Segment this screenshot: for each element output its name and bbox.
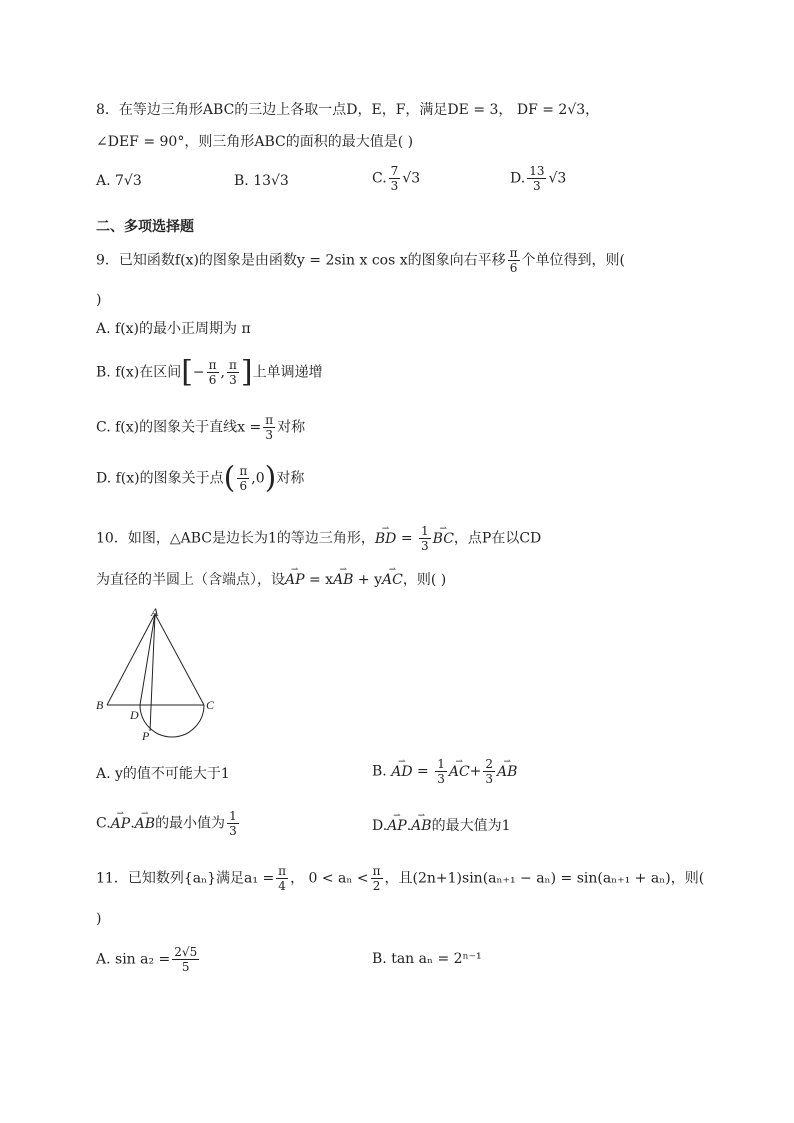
left-paren: (: [223, 460, 236, 496]
label-c: C: [206, 698, 215, 712]
q11-a-prefix: A. sin a₂ =: [96, 951, 171, 968]
q11-option-a: [96, 945, 201, 974]
q10-vec-bd: ⇀ BD: [375, 530, 397, 548]
q10-vec-ab: ⇀ AB: [333, 571, 353, 589]
q10-c-fraction: [227, 809, 239, 838]
q10-c-num: 1: [229, 809, 237, 823]
q9-b-f1-num: π: [208, 358, 217, 372]
q10-d-ab: ⇀ AB: [411, 817, 431, 835]
q9-stem-den: 6: [509, 261, 518, 275]
q8-stem-line2: ∠DEF = 90°，则三角形ABC的面积的最大值是( ): [96, 134, 414, 150]
q10-b-f1-den: 3: [437, 772, 445, 786]
q10-stem-c: 为直径的半圆上（含端点），设: [96, 572, 285, 588]
q11-a-den: 5: [181, 960, 190, 974]
q10-b-ab: ⇀ AB: [497, 763, 517, 781]
q10-stem-fraction: [419, 524, 431, 553]
q8-option-a: A. 7√3: [96, 173, 142, 189]
label-b: B: [96, 698, 104, 712]
q10-stem-d: ，则( ): [402, 572, 447, 588]
semicircle-cd: [140, 705, 204, 737]
q10-c-text: 的最小值为: [155, 815, 226, 832]
q10-option-a: A. y的值不可能大于1: [96, 766, 230, 782]
q9-option-b: [96, 354, 323, 390]
label-d: D: [130, 708, 139, 722]
side-ac: [155, 614, 204, 705]
q8-c-suffix: √3: [402, 170, 421, 187]
q10-b-ac: ⇀ AC: [449, 763, 470, 781]
q9-d-den: 6: [239, 479, 248, 493]
q10-b-prefix: B.: [372, 763, 387, 780]
q10-b-f1-num: 1: [437, 757, 445, 771]
q8-c-prefix: C.: [372, 170, 387, 187]
q8-d-den: 3: [533, 179, 541, 193]
q11-option-b: B. tan aₙ = 2ⁿ⁻¹: [372, 951, 482, 967]
comma: ,: [220, 364, 225, 381]
right-bracket: ]: [240, 354, 253, 390]
q10-c-prefix: C.: [96, 815, 111, 832]
q10-stem-line1: [96, 524, 541, 553]
q9-d-num: π: [239, 464, 248, 478]
q10-vec-bc: ⇀ BC: [433, 530, 454, 548]
q10-b-f2-den: 3: [485, 772, 494, 786]
q10-b-f2-num: 2: [485, 757, 494, 771]
q11-f2-den: 2: [372, 879, 381, 893]
q10-stem-b: ，点P在以CD: [453, 530, 542, 547]
q10-c-den: 3: [229, 824, 237, 838]
triangle-figure: [92, 605, 232, 745]
q10-option-b: B. ⇀ AD = $\frac{1}{3}$ ⇀ AC+ $\frac{2}{3}$ ⇀ AB: [372, 757, 517, 786]
q8-c-den: 3: [390, 179, 399, 193]
q10-b-ad: ⇀ AD: [391, 763, 412, 781]
section-title: 二、多项选择题: [96, 219, 194, 235]
q10-c-ap: ⇀ AP: [111, 815, 131, 833]
q9-option-d: [96, 460, 305, 496]
q9-d-fraction: [237, 464, 249, 493]
q11-stem-line2: ): [96, 911, 102, 927]
q9-stem-line2: ): [96, 292, 102, 308]
q8-option-d: [510, 164, 566, 193]
comma-zero: ,0: [251, 470, 265, 487]
q9-d-suffix: 对称: [276, 470, 305, 487]
q8-d-suffix: √3: [548, 170, 567, 187]
q11-stem-a: 11．已知数列{aₙ}满足a₁ =: [96, 870, 275, 887]
q11-a-fraction: [172, 945, 199, 974]
q11-f1-den: 4: [278, 879, 286, 893]
q11-f2-num: π: [372, 864, 381, 878]
q9-stem-num: π: [509, 246, 518, 260]
q9-b-frac2: [227, 358, 239, 387]
minus-sign: −: [192, 364, 205, 381]
q9-stem-a: 9．已知函数f(x)的图象是由函数y = 2sin x cos x的图象向右平移: [96, 252, 506, 269]
q10-stem-line2: [96, 571, 446, 589]
q9-option-a: A. f(x)的最小正周期为 π: [96, 321, 251, 337]
q8-option-c: [372, 164, 420, 193]
q9-d-prefix: D. f(x)的图象关于点: [96, 470, 224, 487]
q10-d-ap: ⇀ AP: [387, 817, 407, 835]
label-p: P: [142, 729, 150, 743]
q11-stem-line1: [96, 864, 704, 893]
q10-b-frac2: [483, 757, 495, 786]
q10-vec-ac: ⇀ AC: [382, 571, 403, 589]
q8-d-prefix: D.: [510, 170, 526, 187]
q11-f1-num: π: [278, 864, 287, 878]
q10-vec-ap: ⇀ AP: [285, 571, 305, 589]
q9-b-f2-num: π: [229, 358, 237, 372]
q11-frac2: [371, 864, 383, 893]
left-bracket: [: [181, 354, 193, 390]
q11-stem-mid: ， 0 < aₙ <: [290, 870, 369, 887]
q8-option-b: B. 13√3: [234, 173, 289, 189]
q9-c-suffix: 对称: [277, 419, 306, 436]
q8-c-fraction: [389, 164, 401, 193]
q9-option-c: [96, 413, 305, 442]
q11-a-num: 2√5: [174, 945, 198, 959]
q9-c-prefix: C. f(x)的图象关于直线x =: [96, 419, 262, 436]
q10-c-ab: ⇀ AB: [135, 815, 155, 833]
q10-mid2: + y: [353, 572, 383, 588]
q9-b-suffix: 上单调递增: [252, 364, 323, 381]
q9-stem-fraction: [508, 246, 520, 275]
q9-b-f1-den: 6: [208, 373, 217, 387]
q9-b-f2-den: 3: [229, 373, 237, 387]
q9-b-frac1: [207, 358, 219, 387]
q9-b-prefix: B. f(x)在区间: [96, 364, 182, 381]
q9-c-num: π: [265, 413, 274, 427]
q10-eq: =: [396, 530, 418, 547]
q8-d-fraction: [527, 164, 546, 193]
q11-frac1: [276, 864, 288, 893]
q11-stem-b: ，且(2n+1)sin(aₙ₊₁ − aₙ) = sin(aₙ₊₁ + aₙ)，则(: [384, 870, 705, 887]
q10-d-prefix: D.: [372, 818, 388, 834]
q10-mid1: = x: [304, 572, 334, 588]
q8-d-num: 13: [529, 164, 545, 178]
q9-stem-line1: [96, 246, 625, 275]
q9-c-fraction: [263, 413, 275, 442]
q10-f-den: 3: [421, 539, 429, 553]
q8-stem-line1: 8．在等边三角形ABC的三边上各取一点D，E，F，满足DE = 3， DF = 2√3，: [96, 102, 600, 118]
q8-c-num: 7: [390, 164, 399, 178]
label-a: A: [151, 605, 159, 619]
q10-option-c: C.⇀ AP.⇀ AB的最小值为 $\frac{1}{3}$: [96, 809, 241, 838]
q10-d-text: 的最大值为1: [431, 818, 511, 834]
q9-c-den: 3: [265, 428, 273, 442]
q10-b-frac1: [435, 757, 447, 786]
right-paren: ): [264, 460, 277, 496]
q9-stem-b: 个单位得到，则(: [521, 252, 625, 269]
q10-stem-a: 10．如图，△ABC是边长为1的等边三角形，: [96, 530, 375, 547]
q10-f-num: 1: [421, 524, 429, 538]
q10-option-d: D.⇀ AP.⇀ AB的最大值为1: [372, 817, 511, 835]
